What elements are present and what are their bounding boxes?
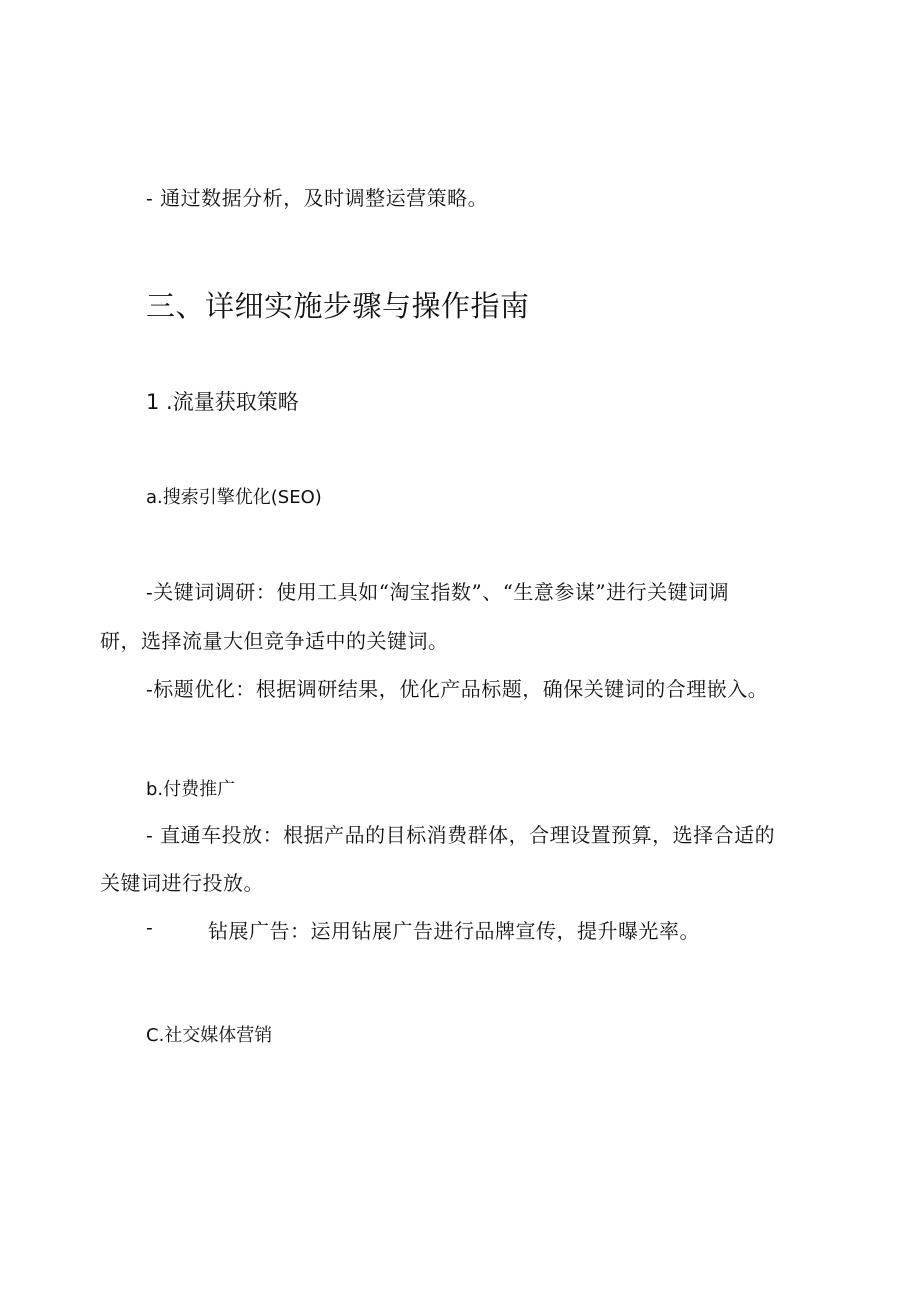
- keyword-research-line-2: 研，选择流量大但竞争适中的关键词。: [100, 629, 449, 653]
- social-label: C.社交媒体营销: [146, 1025, 273, 1046]
- paid-label: b.付费推广: [146, 779, 236, 800]
- section-title: 三、详细实施步骤与操作指南: [146, 289, 530, 323]
- booth-ad-dash: -: [146, 915, 154, 939]
- subsection-title: 1 .流量获取策略: [146, 390, 299, 414]
- through-train-line-2: 关键词进行投放。: [100, 871, 264, 895]
- title-optimization-line: -标题优化：根据调研结果，优化产品标题，确保关键词的合理嵌入。: [146, 677, 769, 701]
- seo-label: a.搜索引擎优化(SEO): [146, 487, 322, 508]
- keyword-research-line-1: -关键词调研：使用工具如“淘宝指数”、“生意参谋”进行关键词调: [146, 580, 730, 604]
- intro-line: - 通过数据分析，及时调整运营策略。: [146, 186, 489, 210]
- booth-ad-line: 钻展广告：运用钻展广告进行品牌宣传，提升曝光率。: [208, 919, 700, 943]
- through-train-line-1: - 直通车投放：根据产品的目标消费群体，合理设置预算，选择合适的: [146, 823, 776, 847]
